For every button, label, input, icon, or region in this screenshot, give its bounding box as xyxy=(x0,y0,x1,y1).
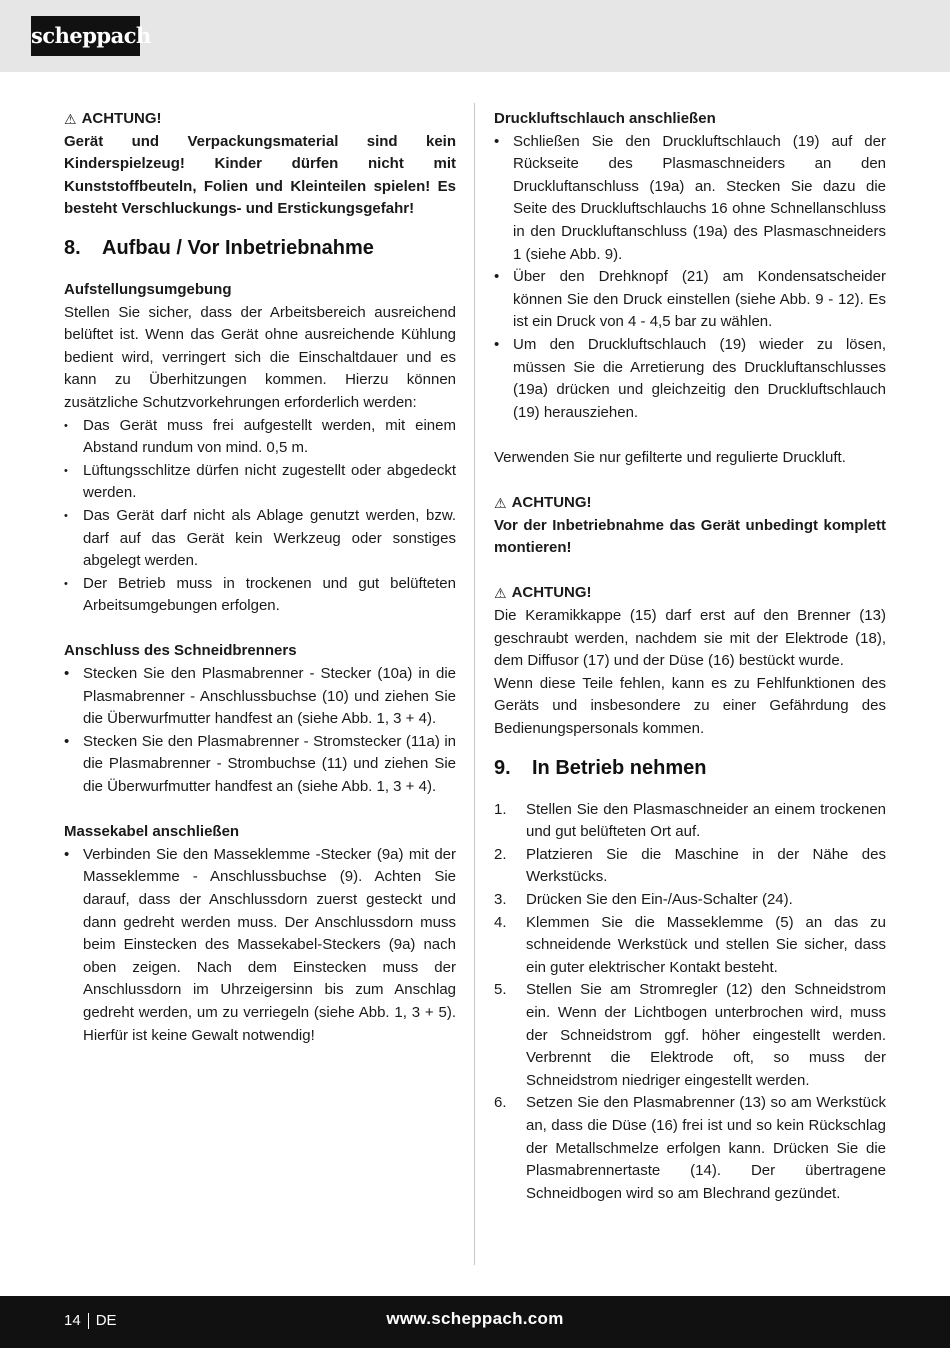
list-item: 4. Klemmen Sie die Masseklemme (5) an das zu schneidende Werkstück und stellen Sie sicher, dass ein guter elektrischer Kontakt besteht. xyxy=(494,913,886,976)
druckluft-list xyxy=(494,131,886,425)
list-item: • Stecken Sie den Plasmabrenner - Stecker (10a) in die Plasmabrenner - Anschlussbuchse (10) und ziehen Sie die Überwurfmutter handfest an (siehe Abb. 1, 3 + 4). xyxy=(64,665,456,728)
scheppach-logo: scheppach xyxy=(31,16,140,56)
list-item: • Das Gerät muss frei aufgestellt werden, mit einem Abstand rundum von mind. 0,5 m. xyxy=(64,416,456,457)
list-item: 3. Drücken Sie den Ein-/Aus-Schalter (24). xyxy=(494,891,793,908)
subheading-druckluft: Druckluftschlauch anschließen xyxy=(494,110,716,127)
list-item: • Um den Druckluftschlauch (19) wieder zu lösen, müssen Sie die Arretierung des Druckluftanschlusses (19a) drücken und gleichzeitig den Druckluftschlauch (19) herausziehen. xyxy=(494,335,886,421)
column-divider xyxy=(474,103,475,1265)
page-footer xyxy=(0,1296,950,1348)
subheading-aufstellung: Aufstellungsumgebung xyxy=(64,280,232,298)
aufstellung-list xyxy=(64,415,456,618)
warning-label: ACHTUNG! xyxy=(511,494,592,512)
list-item: 5. Stellen Sie am Stromregler (12) den Schneidstrom ein. Wenn der Lichtbogen unterbrochen wird, muss der Schneidstrom ggf. höher eingestellt werden. Verbrennt die Elektrode oft, so muss der Schneidstrom niedriger eingestellt werden. xyxy=(494,981,886,1089)
anschluss-list xyxy=(64,663,456,799)
warning-box xyxy=(494,582,886,740)
warning-label: ACHTUNG! xyxy=(81,110,162,127)
warning-label: ACHTUNG! xyxy=(511,584,592,602)
list-item: 6. Setzen Sie den Plasmabrenner (13) so am Werkstück an, dass die Düse (16) frei ist und so kein Rückschlag der Metallschmelze erfolgen kann. Drücken Sie die Plasmabrennertaste (14). Der übertragene Schneidbogen wird so am Blechrand gezündet. xyxy=(494,1094,886,1202)
list-item: 1. Stellen Sie den Plasmaschneider an einem trockenen und gut belüfteten Ort auf. xyxy=(494,800,886,841)
warning-text: Gerät und Verpackungsmaterial sind kein Kinderspielzeug! Kinder dürfen nicht mit Kunststoffbeuteln, Folien und Kleinteilen spielen! Es besteht Verschluckungs- und Erstickungsgefahr! xyxy=(64,132,456,218)
warning-text: Wenn diese Teile fehlen, kann es zu Fehlfunktionen des Geräts und insbesondere zu einer Gefährdung des Bedienungspersonals kommen. xyxy=(494,674,886,738)
section-title: Aufbau / Vor Inbetriebnahme xyxy=(102,236,374,259)
masse-list xyxy=(64,844,456,1047)
website-link[interactable]: www.scheppach.com xyxy=(386,1309,564,1328)
right-column xyxy=(494,108,886,1205)
list-item: • Über den Drehknopf (21) am Kondensatscheider können Sie den Druck einstellen (siehe Abb. 9 - 12). Es ist ein Druck von 4 - 4,5 bar zu wählen. xyxy=(494,268,886,331)
aufstellung-text: Stellen Sie sicher, dass der Arbeitsbereich ausreichend belüftet ist. Wenn das Gerät ohne ausreichende Kühlung bedient wird, verringert sich die Einschaltdauer und es kann zu Überhitzungen kommen. Hierzu können zusätzliche Schutzvorkehrungen erforderlich werden: xyxy=(64,303,456,411)
warning-triangle-icon: ⚠ xyxy=(494,585,507,602)
warning-box xyxy=(494,492,886,560)
list-item: • Der Betrieb muss in trockenen und gut belüfteten Arbeitsumgebungen erfolgen. xyxy=(64,574,456,615)
subheading-masse: Massekabel anschließen xyxy=(64,823,240,841)
page-header xyxy=(0,0,950,72)
section-number: 8. xyxy=(64,236,81,259)
warning-triangle-icon: ⚠ xyxy=(64,111,77,127)
section-title: In Betrieb nehmen xyxy=(532,756,707,779)
section-heading-9 xyxy=(494,755,886,781)
section-number: 9. xyxy=(494,756,511,779)
druckluft-note: Verwenden Sie nur gefilterte und regulierte Druckluft. xyxy=(494,448,846,466)
steps-list xyxy=(494,799,886,1206)
list-item: • Lüftungsschlitze dürfen nicht zugestellt oder abgedeckt werden. xyxy=(64,461,456,502)
list-item: • Stecken Sie den Plasmabrenner - Stromstecker (11a) in die Plasmabrenner - Strombuchse (11) und ziehen Sie die Überwurfmutter handfest an (siehe Abb. 1, 3 + 4). xyxy=(64,732,456,796)
page-number: 14 DE xyxy=(64,1312,117,1329)
left-column xyxy=(64,108,456,1047)
warning-triangle-icon: ⚠ xyxy=(494,495,507,512)
subheading-anschluss: Anschluss des Schneidbrenners xyxy=(64,642,297,660)
list-item: • Das Gerät darf nicht als Ablage genutzt werden, bzw. darf auf das Gerät kein Werkzeug oder sonstiges abgelegt werden. xyxy=(64,506,456,570)
warning-text: Die Keramikkappe (15) darf erst auf den Brenner (13) geschraubt werden, nachdem sie mit der Elektrode (18), dem Diffusor (17) und der Düse (16) bestückt wurde. xyxy=(494,607,886,670)
section-heading-8 xyxy=(64,235,456,261)
warning-text: Vor der Inbetriebnahme das Gerät unbedingt komplett montieren! xyxy=(494,516,886,557)
warning-box xyxy=(64,108,456,221)
list-item: • Schließen Sie den Druckluftschlauch (19) auf der Rückseite des Plasmaschneiders an den Druckluftanschluss (19a) an. Stecken Sie dazu die Seite des Druckluftschlauchs 16 ohne Schnellanschluss in den Druckluftanschluss (19a) des Plasmaschneiders 1 (siehe Abb. 9). xyxy=(494,132,886,263)
list-item: • Verbinden Sie den Masseklemme -Stecker (9a) mit der Masseklemme - Anschlussbuchse (9). Achten Sie darauf, dass der Anschlussdorn zuerst gesteckt und dann gedreht werden muss. Der Anschlussdorn muss beim Einstecken des Massekabel-Steckers (9a) nach oben zeigen. Nach dem Einstecken muss der Anschlussdorn im Uhrzeigersinn bis zum Anschlag gedreht werden, um zu verriegeln (siehe Abb. 1, 3 + 5). Hierfür ist keine Gewalt notwendig! xyxy=(64,845,456,1044)
list-item: 2. Platzieren Sie die Maschine in der Nähe des Werkstücks. xyxy=(494,845,886,886)
